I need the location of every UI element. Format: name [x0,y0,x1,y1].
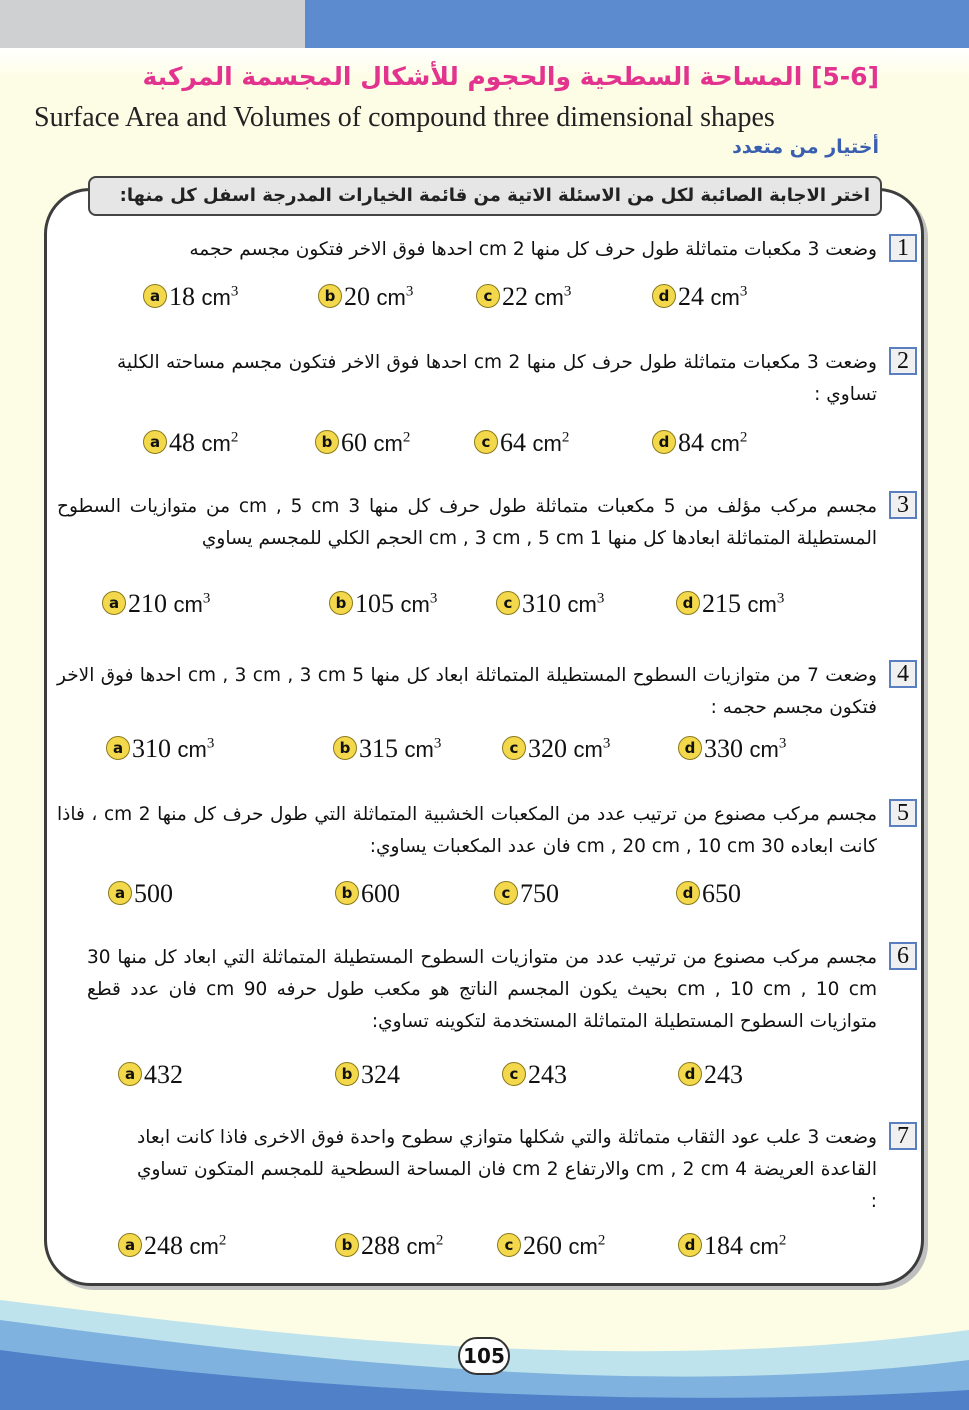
option-value: 243 [704,1060,743,1089]
option-badge: a [118,1233,142,1257]
option-a[interactable] [118,1231,226,1261]
option-power: 2 [597,1232,606,1249]
question-number: 6 [889,942,917,970]
option-value: 330 [704,734,743,763]
option-value: 324 [361,1060,400,1089]
option-unit: cm [747,592,777,617]
option-value: 64 [500,428,526,457]
option-power: 3 [433,735,442,752]
option-badge: d [676,591,700,615]
option-value: 320 [528,734,567,763]
instruction-banner: اختر الاجابة الصائبة لكل من الاسئلة الاتية من قائمة الخيارات المدرجة اسفل كل منها: [88,176,882,216]
option-c[interactable] [494,879,559,909]
question-number: 5 [889,799,917,827]
option-power: 2 [435,1232,444,1249]
option-power: 3 [563,283,572,300]
option-a[interactable] [106,734,214,764]
section-subtitle: أختيار من متعدد [732,136,879,158]
option-c[interactable] [502,1060,567,1090]
header-blue-band [305,0,969,48]
option-badge: c [474,430,498,454]
option-a[interactable] [143,282,238,312]
option-value: 184 [704,1231,743,1260]
option-a[interactable] [102,589,210,619]
option-power: 2 [778,1232,787,1249]
option-value: 310 [522,589,561,618]
option-value: 22 [502,282,528,311]
option-power: 3 [230,283,239,300]
option-b[interactable] [335,879,400,909]
option-value: 210 [128,589,167,618]
option-power: 3 [778,735,787,752]
option-power: 2 [230,429,239,446]
option-b[interactable] [318,282,413,312]
option-value: 260 [523,1231,562,1260]
option-value: 315 [359,734,398,763]
option-c[interactable] [474,428,569,458]
option-badge: b [318,284,342,308]
question-text: وضعت 3 مكعبات متماثلة طول حرف كل منها 2 cm احدها فوق الاخر فتكون مجسم حجمه [189,239,877,260]
option-d[interactable] [652,282,747,312]
option-b[interactable] [335,1060,400,1090]
option-unit: cm [749,737,779,762]
option-unit: cm [568,1234,598,1259]
option-badge: d [676,881,700,905]
option-unit: cm [710,431,740,456]
option-badge: a [102,591,126,615]
option-badge: c [502,736,526,760]
option-badge: b [329,591,353,615]
option-b[interactable] [315,428,410,458]
option-power: 3 [739,283,748,300]
option-power: 3 [596,590,605,607]
option-d[interactable] [678,1231,786,1261]
option-badge: d [678,736,702,760]
option-power: 3 [405,283,414,300]
option-badge: c [494,881,518,905]
option-badge: a [118,1062,142,1086]
option-d[interactable] [678,1060,743,1090]
option-badge: b [315,430,339,454]
option-unit: cm [400,592,430,617]
option-value: 18 [169,282,195,311]
option-badge: a [143,284,167,308]
option-badge: a [108,881,132,905]
option-badge: b [335,881,359,905]
option-b[interactable] [329,589,437,619]
option-value: 500 [134,879,173,908]
option-a[interactable] [118,1060,183,1090]
header-gray-band [0,0,305,48]
option-badge: b [335,1062,359,1086]
option-value: 288 [361,1231,400,1260]
option-d[interactable] [676,879,741,909]
option-value: 650 [702,879,741,908]
option-b[interactable] [333,734,441,764]
question-text: وضعت 3 علب عود الثقاب متماثلة والتي شكلها متوازي سطوح واحدة فوق الاخرى فاذا كانت ابعاد القاعدة العريضة 4 cm , 2 cm والارتفاع 2 cm فان المساحة السطحية للمجسم المتكون تساوي : [137,1127,877,1212]
option-unit: cm [749,1234,779,1259]
option-value: 243 [528,1060,567,1089]
option-unit: cm [406,1234,436,1259]
option-power: 2 [402,429,411,446]
option-badge: c [496,591,520,615]
question-text: مجسم مركب مؤلف من 5 مكعبات متماثلة طول حرف كل منها 3 cm , 5 cm من متوازيات السطوح المستطيلة المتماثلة ابعادها كل منها 1 cm , 3 cm , 5 cm الحجم الكلي للمجسم يساوي [57,496,877,549]
option-badge: d [678,1233,702,1257]
option-unit: cm [567,592,597,617]
option-power: 3 [429,590,438,607]
option-power: 3 [202,590,211,607]
question-number: 4 [889,660,917,688]
option-value: 20 [344,282,370,311]
option-unit: cm [573,737,603,762]
question-text: وضعت 3 مكعبات متماثلة طول حرف كل منها 2 cm احدها فوق الاخر فتكون مجسم مساحته الكلية تساوي : [117,352,877,405]
option-d[interactable] [652,428,747,458]
question-text: مجسم مركب مصنوع من ترتيب عدد من متوازيات السطوح المستطيلة المتماثلة التي ابعاد كل منها 30 cm , 10 cm , 10 cm بحيث يكون المجسم الناتج هو مكعب طول حرفه 90 cm فان عدد قطع متوازيات السطوح المستطيلة المتماثلة المستخدمة لتكوينه تساوي: [87,947,877,1032]
question-number: 7 [889,1122,917,1150]
option-c[interactable] [476,282,571,312]
option-unit: cm [376,285,406,310]
option-power: 2 [561,429,570,446]
option-value: 600 [361,879,400,908]
option-value: 105 [355,589,394,618]
option-unit: cm [201,285,231,310]
option-badge: d [652,284,676,308]
question-number: 3 [889,491,917,519]
option-b[interactable] [335,1231,443,1261]
option-value: 24 [678,282,704,311]
option-a[interactable] [108,879,173,909]
option-badge: c [502,1062,526,1086]
question-text: وضعت 7 من متوازيات السطوح المستطيلة المتماثلة ابعاد كل منها 5 cm , 3 cm , 3 cm احدها فوق الاخر فتكون مجسم حجمه : [57,665,877,718]
option-unit: cm [710,285,740,310]
option-value: 248 [144,1231,183,1260]
option-badge: b [335,1233,359,1257]
option-c[interactable] [497,1231,605,1261]
option-power: 3 [206,735,215,752]
option-unit: cm [404,737,434,762]
section-title-arabic: [5-6] المساحة السطحية والحجوم للأشكال المجسمة المركبة [142,62,879,91]
option-badge: c [476,284,500,308]
option-badge: c [497,1233,521,1257]
option-value: 750 [520,879,559,908]
option-badge: d [652,430,676,454]
question-text: مجسم مركب مصنوع من ترتيب عدد من المكعبات الخشبية المتماثلة التي طول حرف كل منها 2 cm ، فاذا كانت ابعاده 30 cm , 20 cm , 10 cm فان عدد المكعبات يساوي: [57,804,877,857]
option-badge: d [678,1062,702,1086]
option-badge: a [106,736,130,760]
option-unit: cm [532,431,562,456]
question-number: 2 [889,347,917,375]
option-c[interactable] [502,734,610,764]
option-value: 60 [341,428,367,457]
option-value: 310 [132,734,171,763]
option-d[interactable] [676,589,784,619]
option-value: 432 [144,1060,183,1089]
option-unit: cm [189,1234,219,1259]
section-title-english: Surface Area and Volumes of compound three dimensional shapes [34,102,775,133]
option-a[interactable] [143,428,238,458]
option-unit: cm [534,285,564,310]
option-unit: cm [201,431,231,456]
option-power: 2 [739,429,748,446]
option-power: 3 [602,735,611,752]
option-unit: cm [373,431,403,456]
option-badge: a [143,430,167,454]
page-number: 105 [458,1337,510,1375]
option-unit: cm [173,592,203,617]
option-value: 215 [702,589,741,618]
question-number: 1 [889,234,917,262]
option-c[interactable] [496,589,604,619]
option-power: 2 [218,1232,227,1249]
option-d[interactable] [678,734,786,764]
option-value: 48 [169,428,195,457]
option-value: 84 [678,428,704,457]
option-power: 3 [776,590,785,607]
option-unit: cm [177,737,207,762]
option-badge: b [333,736,357,760]
